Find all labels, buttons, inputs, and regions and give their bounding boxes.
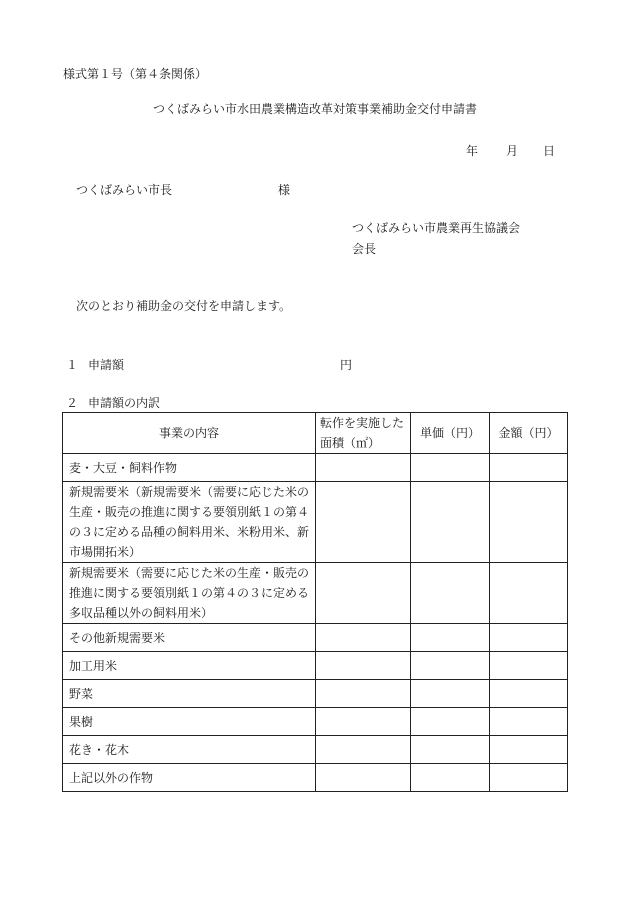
area-cell[interactable] xyxy=(316,764,411,792)
unit-price-cell[interactable] xyxy=(411,764,490,792)
table-row xyxy=(63,563,568,624)
area-cell[interactable] xyxy=(316,624,411,652)
table-row xyxy=(63,764,568,792)
table-row xyxy=(63,708,568,736)
row-content: 野菜 xyxy=(63,680,316,708)
row-content: その他新規需要米 xyxy=(63,624,316,652)
amount-cell[interactable] xyxy=(490,680,568,708)
area-cell[interactable] xyxy=(316,736,411,764)
row-content: 果樹 xyxy=(63,708,316,736)
applicant-organization: つくばみらい市農業再生協議会 xyxy=(352,221,521,235)
row-content: 花き・花木 xyxy=(63,736,316,764)
area-cell[interactable] xyxy=(316,708,411,736)
area-cell[interactable] xyxy=(316,454,411,482)
area-cell[interactable] xyxy=(316,652,411,680)
table-row xyxy=(63,482,568,563)
amount-cell[interactable] xyxy=(490,454,568,482)
unit-price-cell[interactable] xyxy=(411,563,490,624)
row-content: 麦・大豆・飼料作物 xyxy=(63,454,316,482)
date-month-label: 月 xyxy=(506,144,519,158)
row-content: 加工用米 xyxy=(63,652,316,680)
amount-cell[interactable] xyxy=(490,736,568,764)
item2-number: ２ xyxy=(66,396,79,410)
row-content: 新規需要米（需要に応じた米の生産・販売の推進に関する要領別紙１の第４の３に定める多収品種以外の飼料用米） xyxy=(63,563,316,624)
document-title: つくばみらい市水田農業構造改革対策事業補助金交付申請書 xyxy=(152,102,477,116)
area-cell[interactable] xyxy=(316,482,411,563)
table-row xyxy=(63,624,568,652)
date-day-label: 日 xyxy=(543,144,556,158)
area-cell[interactable] xyxy=(316,680,411,708)
breakdown-table xyxy=(62,412,568,792)
table-row xyxy=(63,652,568,680)
table-row xyxy=(63,680,568,708)
unit-price-cell[interactable] xyxy=(411,482,490,563)
unit-price-cell[interactable] xyxy=(411,624,490,652)
addressee-honorific: 様 xyxy=(278,183,291,197)
amount-cell[interactable] xyxy=(490,563,568,624)
unit-price-cell[interactable] xyxy=(411,652,490,680)
amount-cell[interactable] xyxy=(490,482,568,563)
unit-price-cell[interactable] xyxy=(411,680,490,708)
item1-number: １ xyxy=(66,358,79,372)
row-content: 上記以外の作物 xyxy=(63,764,316,792)
date-year-label: 年 xyxy=(466,144,479,158)
intro-text: 次のとおり補助金の交付を申請します。 xyxy=(76,299,292,313)
header-area: 転作を実施した面積（㎡） xyxy=(316,413,411,454)
table-row xyxy=(63,454,568,482)
applicant-role: 会長 xyxy=(352,242,377,256)
header-unit-price: 単価（円） xyxy=(411,413,490,454)
unit-price-cell[interactable] xyxy=(411,454,490,482)
table-row xyxy=(63,736,568,764)
item1-label: 申請額 xyxy=(88,358,125,372)
amount-cell[interactable] xyxy=(490,624,568,652)
amount-cell[interactable] xyxy=(490,708,568,736)
addressee-name: つくばみらい市長 xyxy=(76,183,173,197)
amount-cell[interactable] xyxy=(490,652,568,680)
form-number: 様式第１号（第４条関係） xyxy=(63,67,208,81)
table-header-row xyxy=(63,413,568,454)
item1-unit: 円 xyxy=(340,358,353,372)
amount-cell[interactable] xyxy=(490,764,568,792)
item2-label: 申請額の内訳 xyxy=(88,396,161,410)
header-content: 事業の内容 xyxy=(63,413,316,454)
area-cell[interactable] xyxy=(316,563,411,624)
unit-price-cell[interactable] xyxy=(411,708,490,736)
unit-price-cell[interactable] xyxy=(411,736,490,764)
row-content: 新規需要米（新規需要米（需要に応じた米の生産・販売の推進に関する要領別紙１の第４の３に定める品種の飼料用米、米粉用米、新市場開拓米） xyxy=(63,482,316,563)
header-amount: 金額（円） xyxy=(490,413,568,454)
